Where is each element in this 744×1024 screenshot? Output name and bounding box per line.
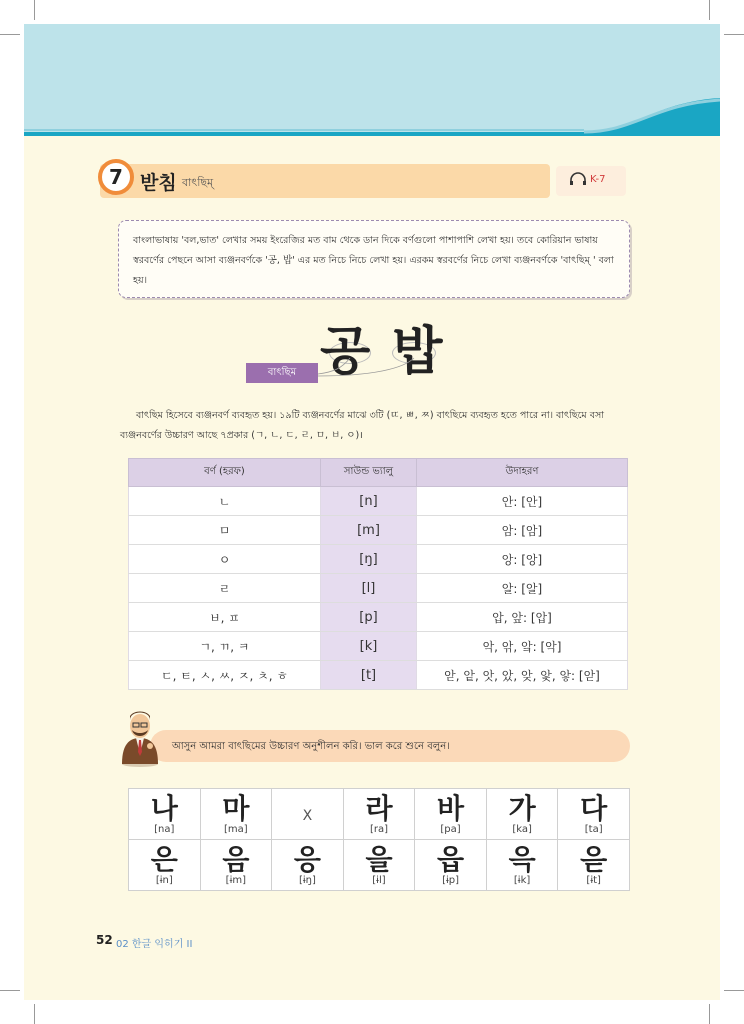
example-cell: 압, 앞: [압] — [417, 603, 628, 632]
practice-grid — [128, 788, 630, 891]
example-cell: 앋, 앝, 앗, 았, 앚, 앛, 앟: [앋] — [417, 661, 628, 690]
practice-cell[interactable] — [486, 789, 558, 840]
sound-cell: [ŋ] — [321, 545, 417, 574]
practice-cell[interactable] — [129, 840, 201, 891]
romanization: [ɨp] — [442, 874, 459, 886]
practice-cell[interactable] — [129, 789, 201, 840]
syllable: 은 — [150, 842, 178, 876]
sound-cell: [m] — [321, 516, 417, 545]
syllable: 마 — [222, 791, 250, 825]
wave-decoration — [24, 94, 720, 136]
audio-track-label: K-7 — [590, 174, 606, 185]
practice-row — [129, 840, 630, 891]
romanization: [ma] — [224, 823, 248, 835]
sound-cell: [p] — [321, 603, 417, 632]
table-row — [129, 487, 628, 516]
section-number: 7 — [98, 159, 134, 195]
syllable: 다 — [580, 791, 608, 825]
batchim-table — [128, 458, 628, 690]
example-cell: 악, 앆, 앜: [악] — [417, 632, 628, 661]
syllable: 가 — [508, 791, 536, 825]
sound-cell: [k] — [321, 632, 417, 661]
table-row — [129, 603, 628, 632]
practice-cell[interactable] — [272, 840, 344, 891]
table-row — [129, 574, 628, 603]
headphones-icon[interactable] — [569, 172, 587, 186]
page-number: 52 — [96, 933, 113, 947]
textbook-page — [24, 24, 720, 1000]
letter-cell: ㄴ — [129, 487, 321, 516]
example-cell: 안: [안] — [417, 487, 628, 516]
romanization: [na] — [154, 823, 175, 835]
practice-cell — [272, 789, 344, 840]
table-header: বর্ণ (হরফ) — [129, 459, 321, 487]
chapter-title: 02 한글 익히기 II — [116, 939, 193, 950]
crop-mark — [709, 1004, 710, 1024]
romanization: [ɨk] — [513, 874, 531, 886]
romanization: [ɨn] — [155, 874, 173, 886]
letter-cell: ㅂ, ㅍ — [129, 603, 321, 632]
section-title: 받침 — [140, 172, 177, 194]
practice-cell[interactable] — [200, 789, 272, 840]
practice-cell[interactable] — [558, 840, 630, 891]
batchim-tag: বাৎছিম — [246, 363, 318, 383]
crop-mark — [0, 990, 20, 991]
sound-cell: [n] — [321, 487, 417, 516]
syllable: 응 — [293, 842, 321, 876]
practice-cell[interactable] — [200, 840, 272, 891]
crop-mark — [34, 0, 35, 20]
table-row — [129, 661, 628, 690]
header-banner — [24, 24, 720, 136]
practice-cell[interactable] — [415, 840, 487, 891]
letter-cell: ㅇ — [129, 545, 321, 574]
table-row — [129, 545, 628, 574]
sound-cell: [l] — [321, 574, 417, 603]
crop-mark — [724, 990, 744, 991]
table-header: সাউন্ড ভ্যালু — [321, 459, 417, 487]
practice-cell[interactable] — [486, 840, 558, 891]
table-row — [129, 516, 628, 545]
example-cell: 암: [암] — [417, 516, 628, 545]
practice-instruction: আসুন আমরা বাৎছিমের উচ্চারণ অনুশীলন করি। ভাল করে শুনে বলুন। — [172, 741, 450, 752]
section-subtitle: বাৎছিম্ — [182, 176, 214, 189]
crop-mark — [34, 1004, 35, 1024]
syllable: 바 — [437, 791, 465, 825]
syllable: 음 — [222, 842, 250, 876]
intro-note: বাংলাভাষায় 'বল,ভাত' লেখার সময় ইংরেজির মত বাম থেকে ডান দিকে বর্ণগুলো পাশাপাশি লেখা হয়। তবে কোরিয়ান ভাষায় স্বরবর্ণের পেছনে আসা ব্যঞ্জনবর্ণকে '공, 밥' এর মত নিচে নিচে লেখা হয়। এরকম স্বরবর্ণের নিচে লেখা ব্যঞ্জনবর্ণকে 'বাৎছিম্ ' বলা হয়। — [118, 220, 630, 298]
romanization: [ɨŋ] — [298, 874, 316, 886]
teacher-mascot-icon — [116, 706, 164, 768]
syllable: 나 — [150, 791, 178, 825]
romanization: [ra] — [369, 823, 388, 835]
letter-cell: ㅁ — [129, 516, 321, 545]
letter-cell: ㄹ — [129, 574, 321, 603]
table-header: উদাহরণ — [417, 459, 628, 487]
crop-mark — [0, 34, 20, 35]
syllable: 을 — [365, 842, 393, 876]
crop-mark — [709, 0, 710, 20]
romanization: [pa] — [440, 823, 461, 835]
practice-cell[interactable] — [343, 840, 415, 891]
romanization: [ɨt] — [586, 874, 601, 886]
example-syllable: 밥 — [392, 322, 465, 382]
table-row — [129, 632, 628, 661]
example-cell: 앙: [앙] — [417, 545, 628, 574]
example-cell: 알: [알] — [417, 574, 628, 603]
practice-cell[interactable] — [415, 789, 487, 840]
syllable: 읍 — [437, 842, 465, 876]
romanization: [ɨm] — [225, 874, 246, 886]
practice-cell[interactable] — [558, 789, 630, 840]
practice-row — [129, 789, 630, 840]
explanation-paragraph: বাৎছিম হিসেবে ব্যঞ্জনবর্ণ ব্যবহৃত হয়। ১৯টি ব্যঞ্জনবর্ণের মাঝে ৩টি (ㄸ, ㅃ, ㅉ) বাৎছিমে ব্যবহৃত হতে পারে না। বাৎছিমে বসা ব্যঞ্জনবর্ণের উচ্চারণ আছে ৭প্রকার (ㄱ, ㄴ, ㄷ, ㄹ, ㅁ, ㅂ, ㅇ)। — [120, 410, 605, 441]
syllable: 윽 — [508, 842, 536, 876]
romanization: [ta] — [584, 823, 603, 835]
romanization: [ɨl] — [372, 874, 386, 886]
not-applicable-mark: X — [302, 807, 313, 824]
romanization: [ka] — [512, 823, 532, 835]
syllable: 라 — [365, 791, 393, 825]
letter-cell: ㄷ, ㅌ, ㅅ, ㅆ, ㅈ, ㅊ, ㅎ — [129, 661, 321, 690]
letter-cell: ㄱ, ㄲ, ㅋ — [129, 632, 321, 661]
sound-cell: [t] — [321, 661, 417, 690]
practice-cell[interactable] — [343, 789, 415, 840]
syllable: 읃 — [580, 842, 608, 876]
crop-mark — [724, 34, 744, 35]
example-syllable: 공 — [320, 322, 393, 382]
